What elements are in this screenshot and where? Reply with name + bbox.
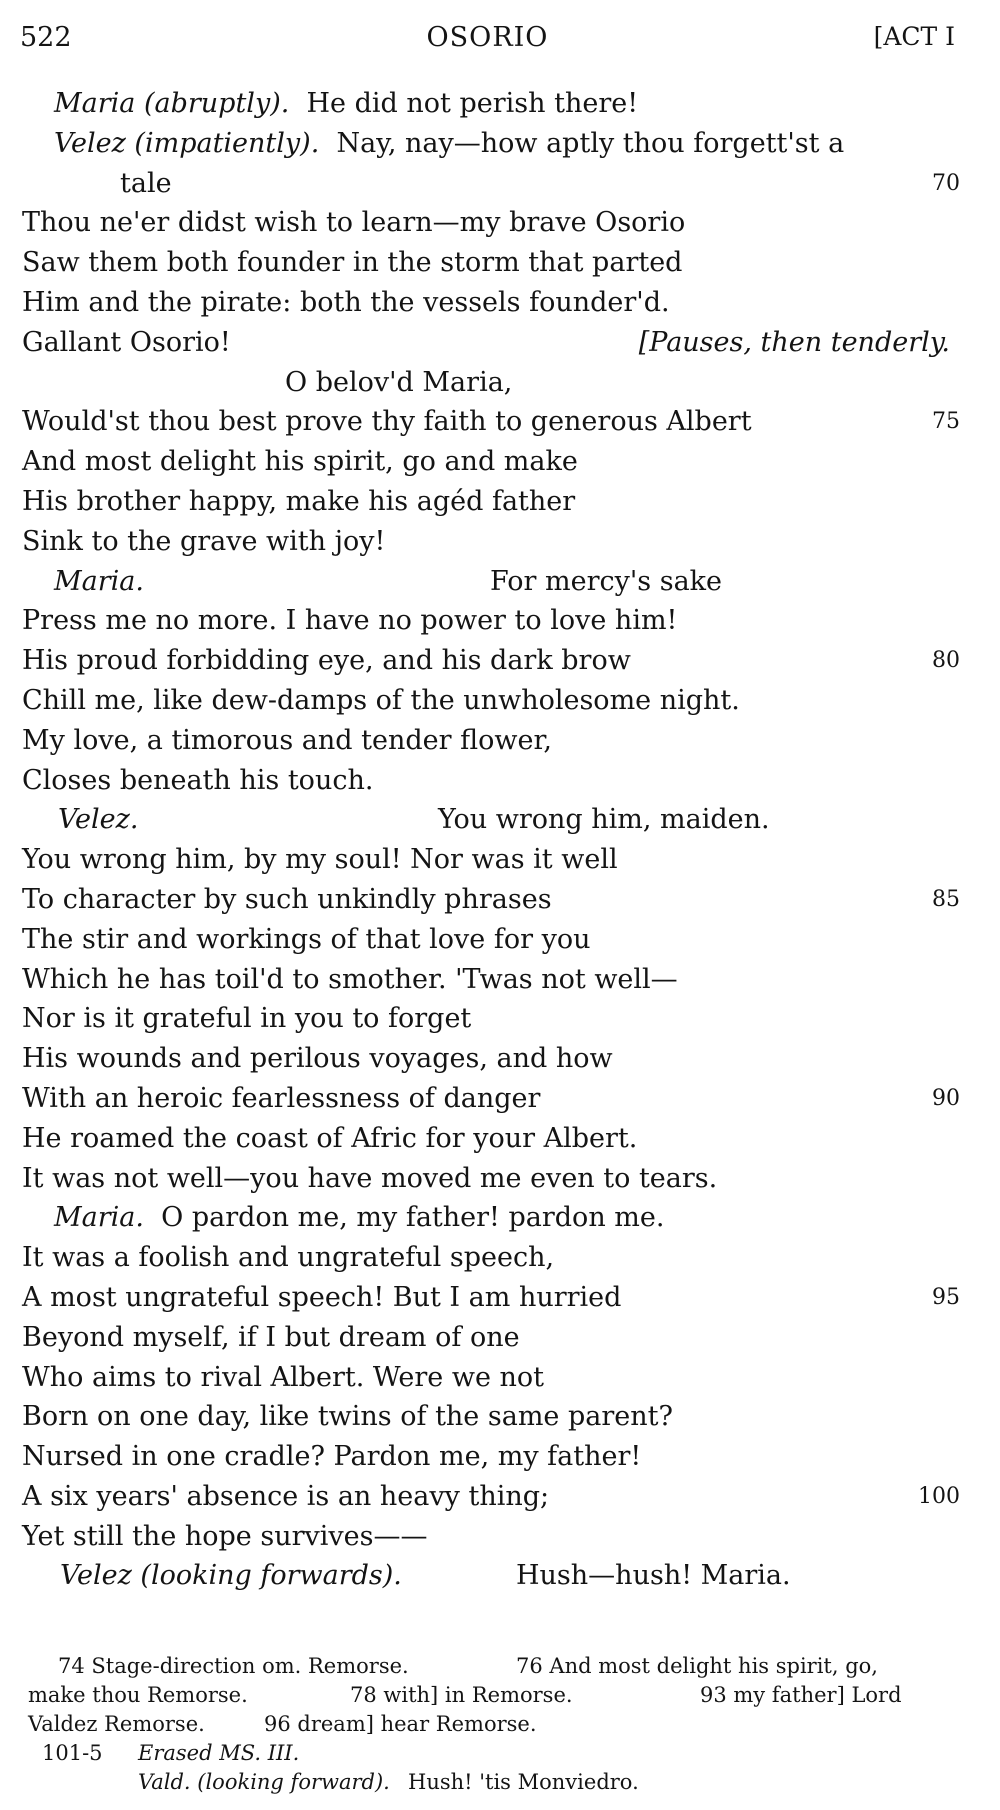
verse-line: [22, 402, 960, 442]
verse-line: [22, 1079, 960, 1119]
verse-line: [22, 203, 960, 243]
verse-line: [22, 999, 960, 1039]
verse-line: [22, 164, 960, 204]
verse-line: [22, 522, 960, 562]
verse-text: It was a foolish and ungrateful speech,: [22, 1242, 555, 1274]
footnote-line: [28, 1710, 960, 1739]
footnote: 93 my father] Lord: [700, 1683, 902, 1707]
verse-line: [22, 442, 960, 482]
line-number: 75: [932, 409, 960, 435]
verse-text: His wounds and perilous voyages, and how: [22, 1043, 613, 1075]
page-title: OSORIO: [426, 22, 549, 53]
verse-text: Thou ne'er didst wish to learn—my brave Osorio: [22, 207, 686, 239]
verse-line: [22, 1278, 960, 1318]
verse-text: Him and the pirate: both the vessels founder'd.: [22, 286, 670, 318]
verse-text: tale: [120, 167, 172, 199]
verse-text: Nay, nay—how aptly thou forgett'st a: [336, 127, 845, 159]
verse-line: [22, 840, 960, 880]
line-number: 70: [932, 170, 960, 196]
verse-line: [22, 1039, 960, 1079]
verse-text: His proud forbidding eye, and his dark brow: [22, 645, 631, 677]
verse-text: Hush—hush! Maria.: [516, 1560, 791, 1592]
verse-line: [22, 800, 960, 840]
verse-text: A six years' absence is an heavy thing;: [22, 1480, 550, 1512]
footnote: 74 Stage-direction om. Remorse.: [58, 1654, 409, 1678]
verse-line: [22, 681, 960, 721]
verse-text: Born on one day, like twins of the same parent?: [22, 1401, 673, 1433]
verse-text: He roamed the coast of Afric for your Albert.: [22, 1122, 638, 1154]
verse-line: [22, 1358, 960, 1398]
line-number: 90: [932, 1085, 960, 1111]
verse-text: My love, a timorous and tender flower,: [22, 724, 552, 756]
verse-text: A most ungrateful speech! But I am hurried: [22, 1281, 622, 1313]
page-number: 522: [20, 22, 72, 53]
speaker-label: Velez.: [58, 804, 139, 836]
verse-line: [22, 920, 960, 960]
verse-text: For mercy's sake: [490, 565, 723, 597]
verse-text: Closes beneath his touch.: [22, 764, 374, 796]
verse-line: [22, 960, 960, 1000]
verse-line: [22, 124, 960, 164]
footnote: make thou Remorse.: [28, 1683, 248, 1707]
verse-line: [22, 641, 960, 681]
footnote: Erased MS. III.: [138, 1741, 300, 1765]
verse-text: To character by such unkindly phrases: [22, 883, 552, 915]
footnote-line: [28, 1739, 960, 1768]
verse-line: [22, 880, 960, 920]
footnote-line: [28, 1768, 960, 1797]
verse-line: [22, 1437, 960, 1477]
verse-line: [22, 1517, 960, 1557]
verse-text: Yet still the hope survives——: [22, 1520, 428, 1552]
verse-text: With an heroic fearlessness of danger: [22, 1082, 541, 1114]
speaker-label: Maria (abruptly).: [54, 88, 290, 119]
verse-text: You wrong him, maiden.: [438, 804, 770, 836]
footnote: Vald. (looking forward).: [138, 1770, 390, 1794]
line-number: 85: [932, 886, 960, 912]
footnote: Hush! 'tis Monviedro.: [408, 1770, 639, 1794]
verse-line: [22, 562, 960, 602]
footnote: 101-5: [42, 1741, 103, 1765]
verse-text: Would'st thou best prove thy faith to generous Albert: [22, 406, 752, 438]
verse-text: You wrong him, by my soul! Nor was it well: [22, 844, 618, 876]
footnote: 96 dream] hear Remorse.: [264, 1712, 537, 1736]
verse-block: [22, 84, 960, 1596]
footnote: 76 And most delight his spirit, go,: [516, 1654, 878, 1678]
verse-line: [22, 1397, 960, 1437]
verse-line: [22, 761, 960, 801]
line-number: 80: [932, 648, 960, 674]
verse-line: [22, 1119, 960, 1159]
line-number: 95: [932, 1284, 960, 1310]
verse-text: His brother happy, make his agéd father: [22, 485, 576, 517]
verse-line: [22, 1159, 960, 1199]
verse-line: [22, 1198, 960, 1238]
verse-line: [22, 1556, 960, 1596]
speaker-label: Velez (looking forwards).: [60, 1560, 402, 1592]
verse-text: He did not perish there!: [306, 88, 639, 119]
verse-line: [22, 1238, 960, 1278]
speaker-label: Velez (impatiently).: [54, 127, 320, 159]
verse-line: [22, 482, 960, 522]
verse-line: [22, 601, 960, 641]
speaker-label: Maria.: [54, 1202, 144, 1234]
footnote-line: [28, 1681, 960, 1710]
verse-line: [22, 1318, 960, 1358]
verse-text: Nursed in one cradle? Pardon me, my father!: [22, 1441, 642, 1473]
running-header: [20, 22, 955, 62]
verse-line: [22, 243, 960, 283]
verse-text: O pardon me, my father! pardon me.: [161, 1202, 665, 1234]
verse-line: [22, 323, 960, 363]
verse-text: Who aims to rival Albert. Were we not: [22, 1361, 545, 1393]
verse-text: Chill me, like dew-damps of the unwholesome night.: [22, 684, 740, 716]
footnote-line: [28, 1652, 960, 1681]
footnote: Valdez Remorse.: [28, 1712, 205, 1736]
verse-text: The stir and workings of that love for you: [22, 923, 591, 955]
verse-text: And most delight his spirit, go and make: [22, 446, 578, 478]
verse-line: [22, 84, 960, 124]
verse-text: Saw them both founder in the storm that parted: [22, 247, 683, 279]
verse-line: [22, 1477, 960, 1517]
verse-line: [22, 283, 960, 323]
verse-text: Beyond myself, if I but dream of one: [22, 1321, 520, 1353]
footnotes: [28, 1652, 960, 1797]
stage-direction: [Pauses, then tenderly.: [638, 326, 950, 358]
line-number: 100: [918, 1483, 960, 1509]
verse-text: Press me no more. I have no power to love him!: [22, 605, 678, 637]
verse-line: [22, 721, 960, 761]
verse-text: Which he has toil'd to smother. 'Twas not well—: [22, 963, 678, 995]
verse-text: It was not well—you have moved me even to tears.: [22, 1162, 718, 1194]
verse-line: [22, 363, 960, 403]
verse-text: Nor is it grateful in you to forget: [22, 1003, 472, 1035]
verse-text: Gallant Osorio!: [22, 326, 231, 358]
verse-text: Sink to the grave with joy!: [22, 525, 386, 557]
verse-text: O belov'd Maria,: [285, 366, 513, 398]
speaker-label: Maria.: [54, 565, 144, 597]
footnote: 78 with] in Remorse.: [350, 1683, 573, 1707]
act-label: [ACT I: [873, 22, 955, 51]
